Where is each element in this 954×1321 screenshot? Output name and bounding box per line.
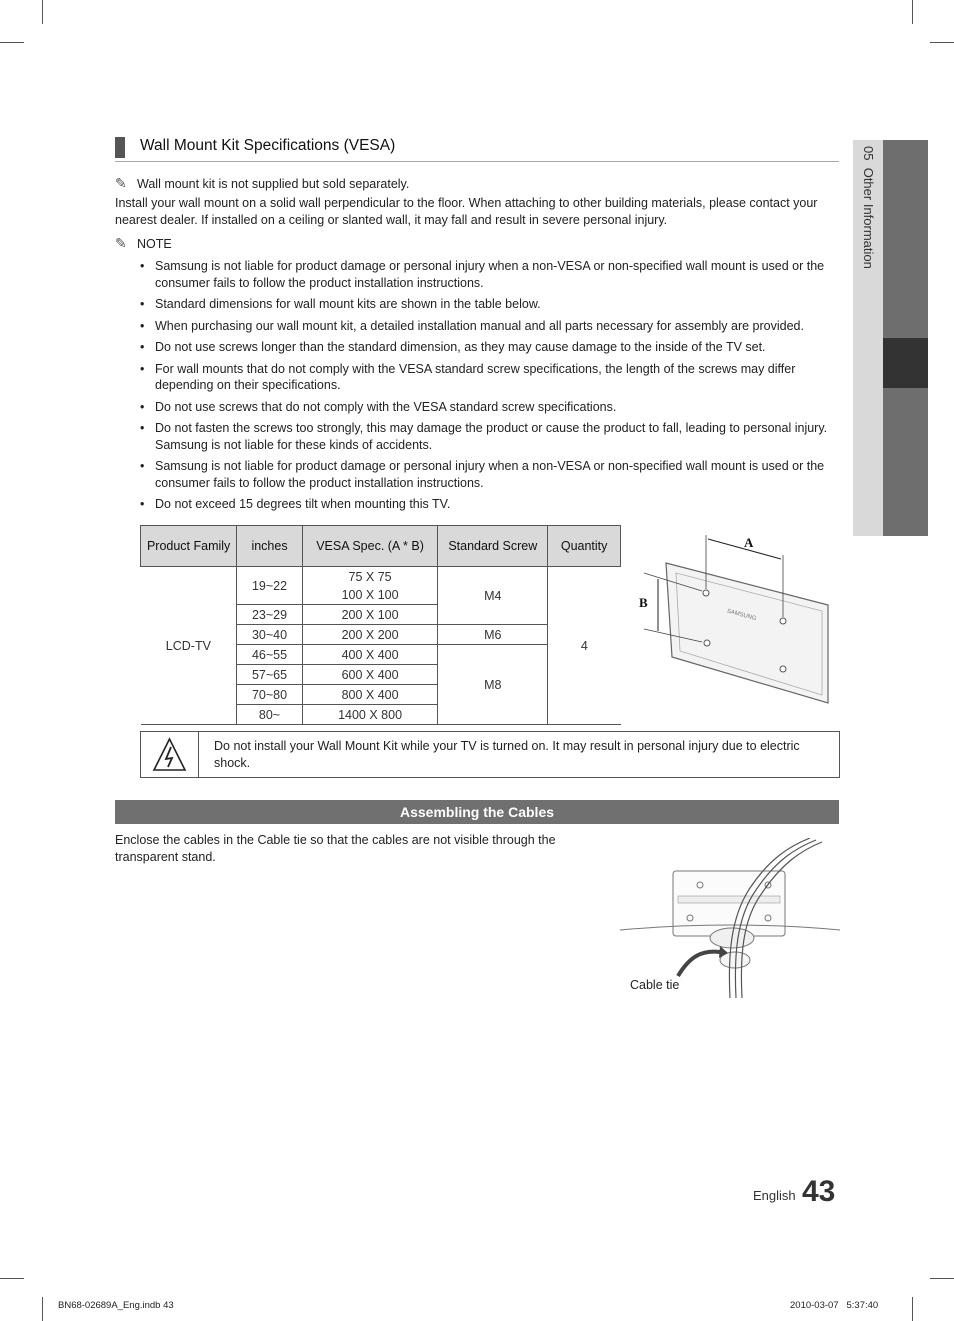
list-item <box>140 458 830 491</box>
note-label: NOTE <box>137 237 172 251</box>
bullet-text: For wall mounts that do not comply with the VESA standard screw specifications, the length of the screws may differ depending on their specifications. <box>155 361 796 392</box>
bullet-text: Standard dimensions for wall mount kits are shown in the table below. <box>155 297 541 311</box>
tv-rear-panel <box>673 871 785 936</box>
bullet-dot: • <box>140 421 145 435</box>
crop-mark <box>42 0 43 24</box>
crop-mark <box>42 1297 43 1321</box>
cell-vesa-line: 100 X 100 <box>341 587 399 602</box>
bullet-dot: • <box>140 399 145 414</box>
electric-warning-icon <box>141 732 198 777</box>
cell-quantity: 4 <box>548 567 621 725</box>
bullet-dot: • <box>140 497 145 511</box>
cell-vesa: 600 X 400 <box>302 665 438 685</box>
cable-tie-label: Cable tie <box>630 978 680 992</box>
warning-box <box>140 731 840 778</box>
cell-vesa-line: 75 X 75 <box>348 569 392 584</box>
cell-vesa: 200 X 100 <box>302 605 438 625</box>
bullet-text: Do not use screws longer than the standard dimension, as they may cause damage to the inside of the TV set. <box>155 340 766 354</box>
cell-inches: 19~22 <box>237 567 303 605</box>
bullet-text: Do not use screws that do not comply with the VESA standard screw specifications. <box>155 399 617 414</box>
note-text: Wall mount kit is not supplied but sold separately. <box>137 177 410 191</box>
header-quantity: Quantity <box>548 526 621 567</box>
list-item <box>140 318 830 335</box>
chapter-title: Other Information <box>861 167 876 269</box>
arrow-icon <box>678 952 720 976</box>
tv-back-vesa-diagram <box>636 525 836 710</box>
footer-filename: BN68-02689A_Eng.indb 43 <box>58 1300 174 1311</box>
bullet-text: Do not exceed 15 degrees tilt when mounting this TV. <box>155 497 451 511</box>
bullet-text: When purchasing our wall mount kit, a detailed installation manual and all parts necessary for assembly are provided. <box>155 318 804 333</box>
cell-inches: 46~55 <box>237 645 303 665</box>
cell-product-family: LCD-TV <box>141 567 237 725</box>
footer-timestamp: 2010-03-07 5:37:40 <box>790 1300 879 1311</box>
cell-screw: M8 <box>438 645 548 725</box>
crop-mark <box>912 1297 913 1321</box>
tv-back-panel <box>666 563 828 703</box>
dimension-b-label: B <box>639 595 648 610</box>
list-item <box>140 296 830 313</box>
cell-vesa: 1400 X 800 <box>302 705 438 725</box>
screw-hole <box>704 640 710 646</box>
bullet-dot: • <box>140 459 145 473</box>
list-item <box>140 399 830 416</box>
intro-paragraph: Install your wall mount on a solid wall perpendicular to the floor. When attaching to other building materials, please contact your nearest dealer. If installed on a ceiling or slanted wall, it may fall and result in severe personal injury. <box>115 196 818 227</box>
bullet-dot: • <box>140 318 145 333</box>
screw-hole <box>703 590 709 596</box>
cell-vesa <box>302 567 438 605</box>
list-item <box>140 420 830 453</box>
bullet-text: Do not fasten the screws too strongly, this may damage the product or cause the product to fall, leading to personal injury. Samsung is not liable for these kinds of accidents. <box>155 421 828 452</box>
list-item <box>140 496 830 513</box>
port-strip <box>678 896 780 903</box>
note-heading <box>115 235 315 253</box>
note-sold-separately <box>115 175 835 193</box>
dimension-a-label: A <box>744 535 754 550</box>
table-header-row <box>141 526 621 567</box>
list-item <box>140 339 830 356</box>
cell-inches: 80~ <box>237 705 303 725</box>
cell-screw: M6 <box>438 625 548 645</box>
footer-language: English <box>753 1188 796 1203</box>
cell-inches: 57~65 <box>237 665 303 685</box>
bullet-dot: • <box>140 259 145 273</box>
header-standard-screw: Standard Screw <box>438 526 548 567</box>
bullet-dot: • <box>140 361 145 376</box>
side-tab-active-marker <box>883 338 928 388</box>
heading-bar <box>115 137 125 158</box>
chapter-number: 05 <box>861 146 876 161</box>
header-product-family: Product Family <box>141 526 237 567</box>
cell-inches: 70~80 <box>237 685 303 705</box>
screw-hole <box>780 618 786 624</box>
header-vesa-spec: VESA Spec. (A * B) <box>302 526 438 567</box>
list-item <box>140 361 830 394</box>
list-item <box>140 258 830 291</box>
note-bullet-list <box>140 258 830 518</box>
cell-vesa: 400 X 400 <box>302 645 438 665</box>
pencil-note-icon: ✎ <box>115 175 127 191</box>
brand-mark: SAMSUNG <box>726 608 757 623</box>
cell-screw: M4 <box>438 567 548 625</box>
bullet-text: Samsung is not liable for product damage or personal injury when a non-VESA or non-specified wall mount is used or the consumer fails to follow the product installation instructions. <box>155 459 825 490</box>
cell-vesa: 800 X 400 <box>302 685 438 705</box>
header-inches: inches <box>237 526 303 567</box>
crop-mark <box>912 0 913 24</box>
crop-mark <box>930 1278 954 1279</box>
vesa-spec-table <box>140 525 621 725</box>
chapter-side-tab <box>853 140 928 536</box>
bullet-dot: • <box>140 340 145 354</box>
screw-hole <box>780 666 786 672</box>
bullet-text: Samsung is not liable for product damage or personal injury when a non-VESA or non-specified wall mount is used or the consumer fails to follow the product installation instructions. <box>155 259 825 290</box>
warning-icon-cell <box>141 732 199 777</box>
crop-mark <box>930 42 954 43</box>
section-title: Wall Mount Kit Specifications (VESA) <box>140 137 396 154</box>
cell-vesa: 200 X 200 <box>302 625 438 645</box>
warning-text: Do not install your Wall Mount Kit while your TV is turned on. It may result in personal injury due to electric shock. <box>214 739 800 770</box>
cables-section-banner: Assembling the Cables <box>115 800 839 824</box>
cell-inches: 23~29 <box>237 605 303 625</box>
section-heading <box>115 135 839 162</box>
crop-mark <box>0 42 24 43</box>
bullet-dot: • <box>140 297 145 311</box>
page-number: 43 <box>802 1175 836 1208</box>
cell-inches: 30~40 <box>237 625 303 645</box>
side-tab-label <box>855 146 881 326</box>
cables-instruction: Enclose the cables in the Cable tie so that the cables are not visible through the transparent stand. <box>115 833 556 864</box>
crop-mark <box>0 1278 24 1279</box>
table-row <box>141 567 621 605</box>
pencil-note-icon: ✎ <box>115 235 127 251</box>
